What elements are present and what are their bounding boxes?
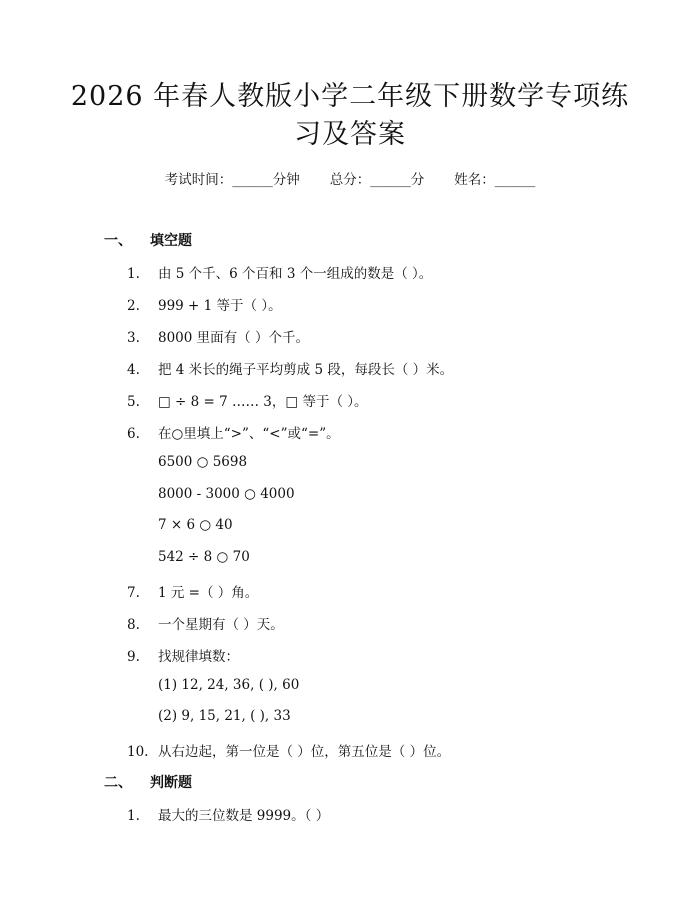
student-name: 姓名：______ — [454, 172, 536, 188]
question-text: 1 元 =（ ）角。 — [158, 585, 259, 601]
question-text: 由 5 个千、6 个百和 3 个一组成的数是（ ）。 — [158, 266, 433, 282]
question-number: 9. — [127, 649, 140, 665]
question-number: 10. — [127, 744, 149, 760]
question-number: 1. — [127, 808, 140, 824]
section-heading-judge — [104, 772, 192, 792]
question-number: 4. — [127, 362, 140, 378]
question-text: 把 4 米长的绳子平均剪成 5 段，每段长（ ）米。 — [158, 362, 454, 378]
title-line-1: 2026 年春人教版小学二年级下册数学专项练 — [70, 81, 630, 112]
question-item — [127, 326, 309, 346]
document-title — [0, 78, 700, 154]
section-number: 一、 — [104, 233, 132, 249]
question-text: 在○里填上“>”、“<”或“=”。 — [158, 426, 340, 442]
question-item — [127, 645, 239, 665]
compare-item: 542 ÷ 8 ○ 70 — [158, 549, 250, 565]
question-number: 3. — [127, 330, 140, 346]
pattern-item: (1) 12, 24, 36, ( ), 60 — [158, 677, 300, 693]
question-item — [127, 422, 340, 442]
question-item — [127, 358, 453, 378]
question-item — [127, 740, 450, 760]
question-text: 找规律填数： — [158, 649, 239, 665]
question-text: 从右边起，第一位是（ ）位，第五位是（ ）位。 — [158, 744, 451, 760]
question-item — [127, 613, 284, 633]
question-text: 一个星期有（ ）天。 — [158, 617, 284, 633]
section-title: 判断题 — [150, 775, 192, 791]
question-item — [127, 804, 329, 824]
question-item — [127, 294, 282, 314]
question-number: 1. — [127, 266, 140, 282]
compare-item: 7 × 6 ○ 40 — [158, 517, 233, 533]
question-number: 8. — [127, 617, 140, 633]
question-number: 2. — [127, 298, 140, 314]
question-number: 6. — [127, 426, 140, 442]
compare-item: 8000 - 3000 ○ 4000 — [158, 486, 295, 502]
pattern-item: (2) 9, 15, 21, ( ), 33 — [158, 708, 291, 724]
section-number: 二、 — [104, 775, 132, 791]
compare-item: 6500 ○ 5698 — [158, 454, 248, 470]
section-heading-fill — [104, 230, 192, 250]
question-item — [127, 390, 367, 410]
question-text: □ ÷ 8 = 7 …… 3，□ 等于（ ）。 — [158, 394, 368, 410]
section-title: 填空题 — [150, 233, 192, 249]
question-number: 7. — [127, 585, 140, 601]
exam-time: 考试时间：______分钟 — [164, 172, 300, 188]
title-line-2: 习及答案 — [294, 119, 406, 150]
question-item — [127, 581, 258, 601]
exam-meta — [0, 168, 700, 188]
total-score: 总分：______分 — [329, 172, 425, 188]
question-text: 999 + 1 等于（ ）。 — [158, 298, 282, 314]
question-text: 最大的三位数是 9999。（ ） — [158, 808, 330, 824]
question-item — [127, 262, 432, 282]
question-text: 8000 里面有（ ）个千。 — [158, 330, 309, 346]
question-number: 5. — [127, 394, 140, 410]
